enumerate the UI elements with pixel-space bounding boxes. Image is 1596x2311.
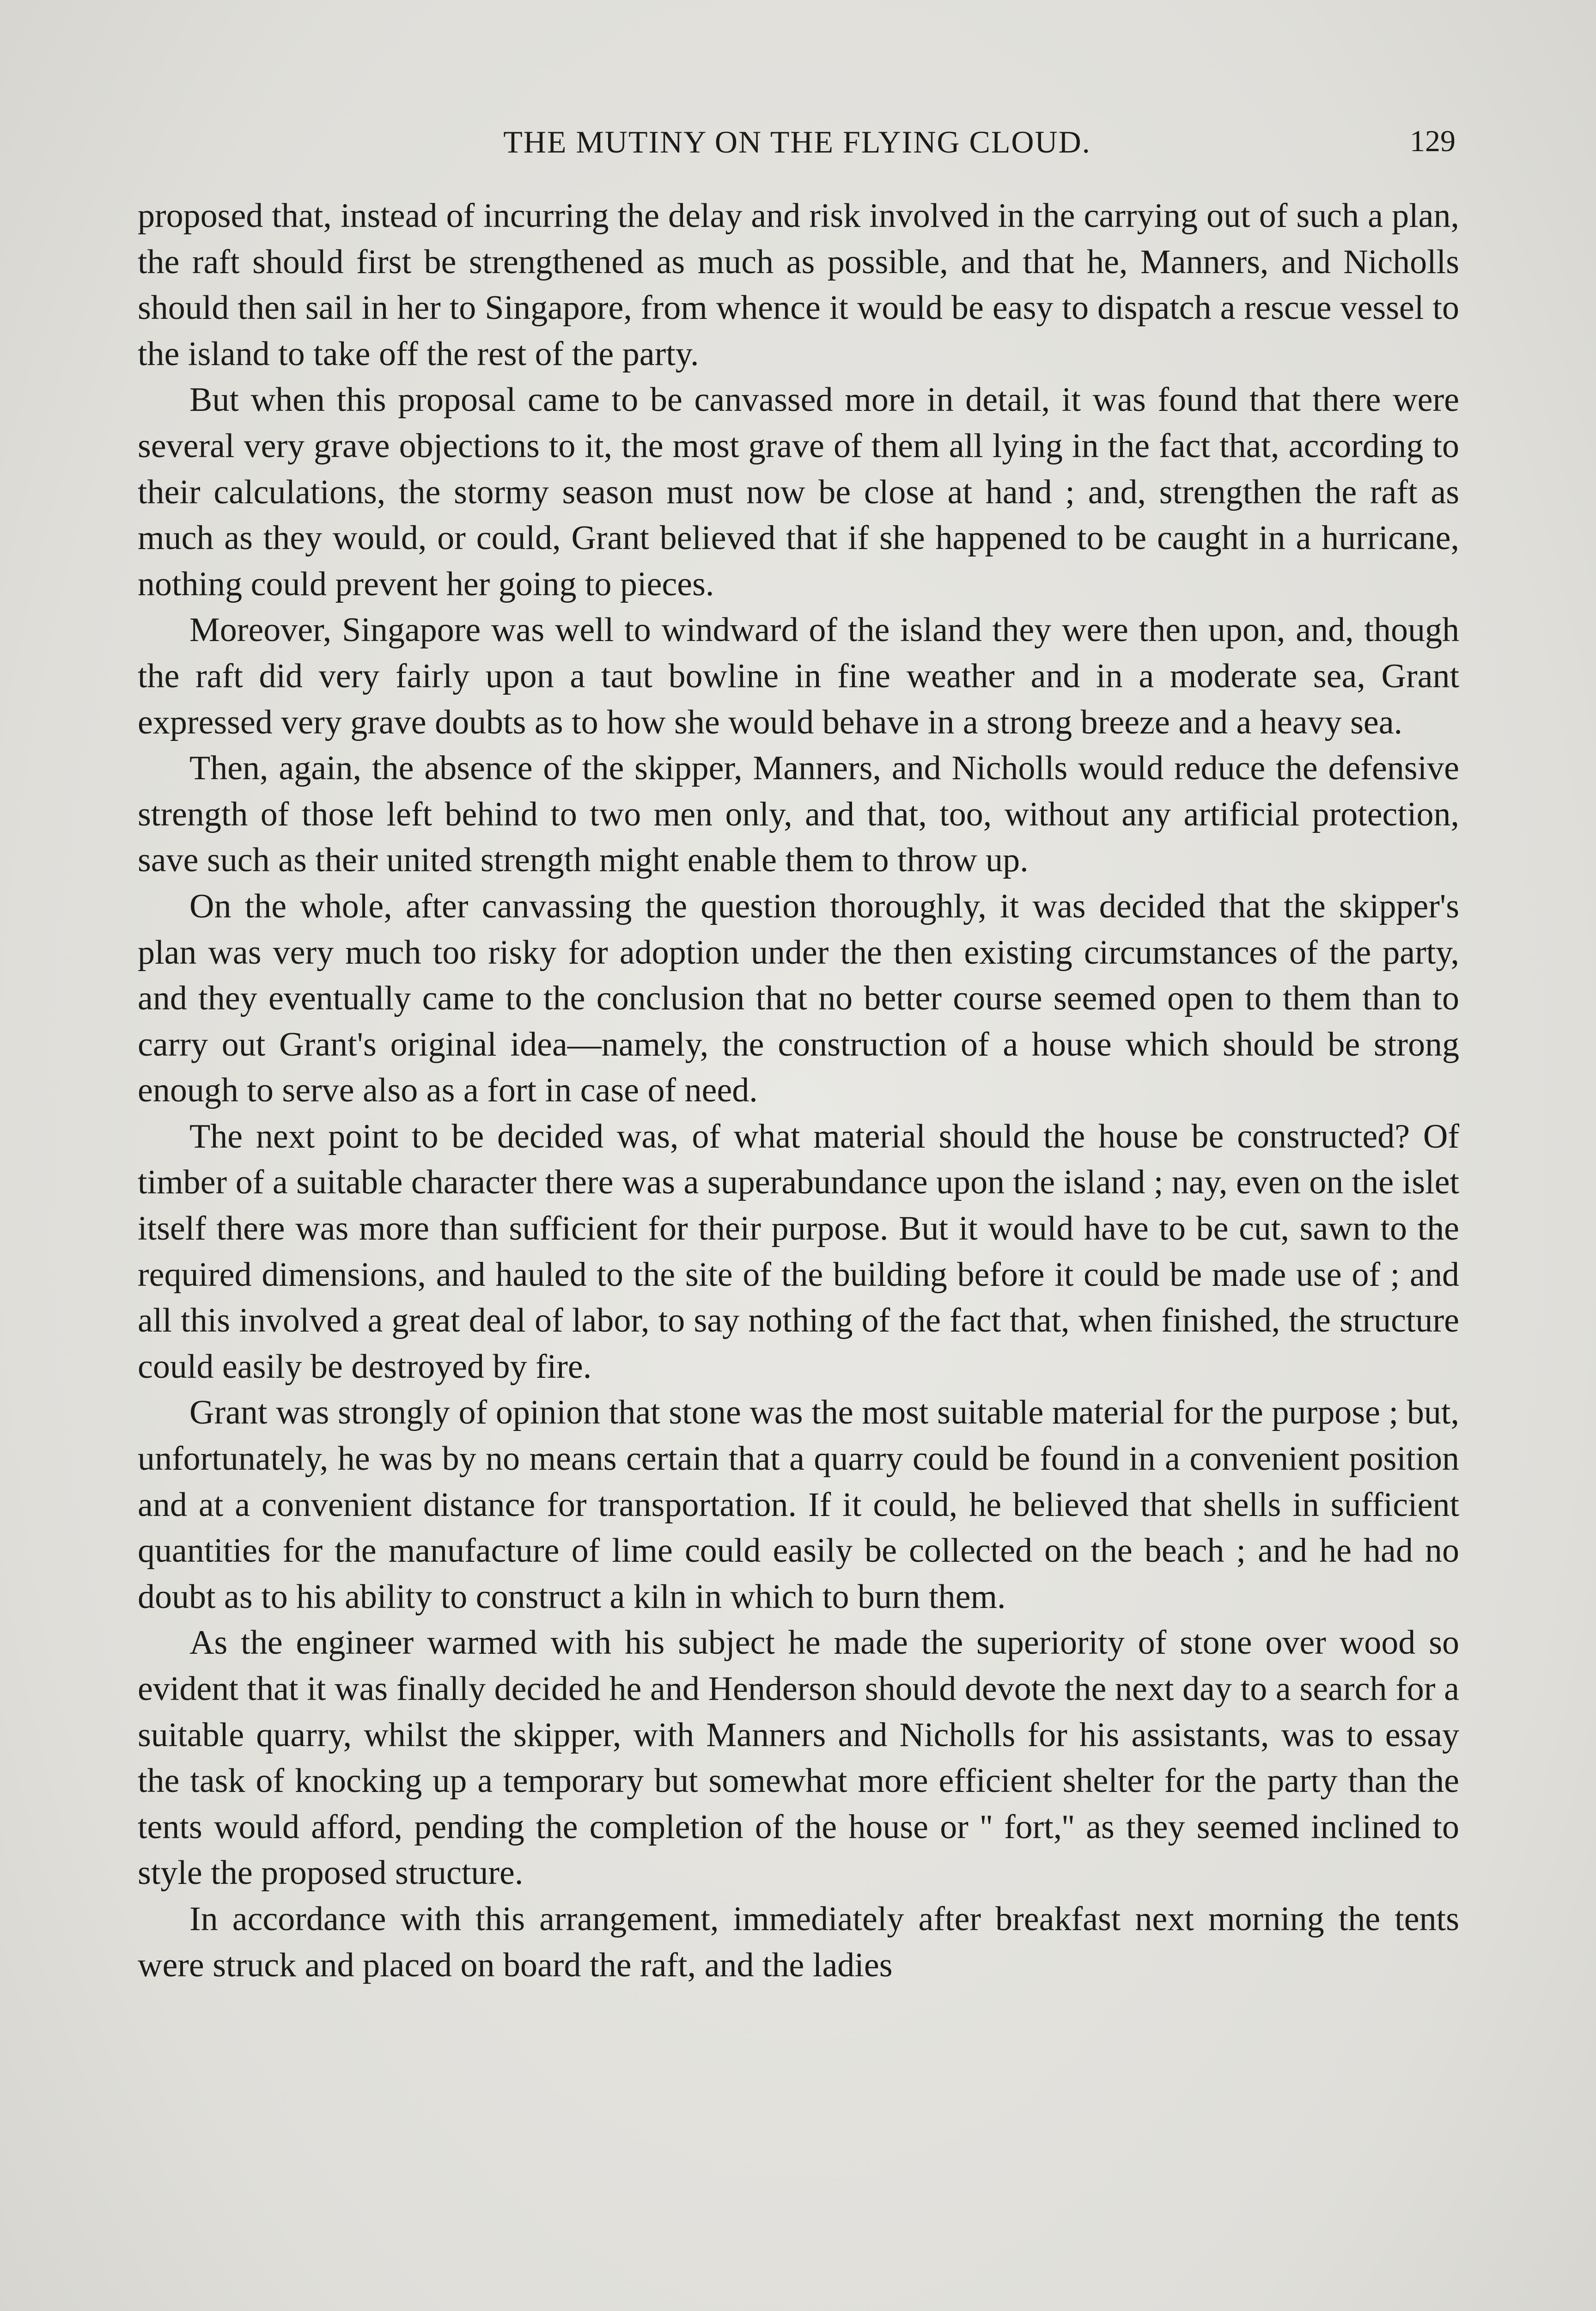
paragraph-8: As the engineer warmed with his subject he made the superiority of stone over wood so evident that it was finally decided he and Henderson should devote the next day to a search for a suitable quarry, whilst the skipper, with Manners and Nicholls for his assistants, was to essay the task of knocking up a temporary but somewhat more efficient shelter for the party than the tents would afford, pending the completion of the house or '' fort,'' as they seemed inclined to style the proposed structure. <box>138 1624 1459 1892</box>
paragraph-1: proposed that, instead of incurring the delay and risk involved in the carrying out of such a plan, the raft should first be strengthened as much as possible, and that he, Manners, and Nicholls should then sail in her to Singapore, from whence it would be easy to dispatch a rescue vessel to the island to take off the rest of the party. <box>138 197 1459 373</box>
paragraph-4: Then, again, the absence of the skipper, Manners, and Nicholls would reduce the defensive strength of those left behind to two men only, and that, too, without any artificial protection, save such as their united strength might enable them to throw up. <box>138 749 1459 880</box>
paragraph-5: On the whole, after canvassing the question thoroughly, it was decided that the skipper's plan was very much too risky for adoption under the then existing circumstances of the party, and they eventually came to the conclusion that no better course seemed open to them than to carry out Grant's original idea—namely, the construction of a house which should be strong enough to serve also as a fort in case of need. <box>138 887 1459 1110</box>
page-number: 129 <box>1410 124 1456 158</box>
paragraph-2: But when this proposal came to be canvassed more in detail, it was found that there were several very grave objections to it, the most grave of them all lying in the fact that, according to their calculations, the stormy season must now be close at hand ; and, strengthen the raft as much as they would, or could, Grant believed that if she happened to be caught in a hurricane, nothing could prevent her going to pieces. <box>138 381 1459 603</box>
running-head <box>139 124 1456 165</box>
paragraph-3: Moreover, Singapore was well to windward of the island they were then upon, and, though the raft did very fairly upon a taut bowline in fine weather and in a moderate sea, Grant expressed very grave doubts as to how she would behave in a strong breeze and a heavy sea. <box>138 611 1459 741</box>
paragraph-7: Grant was strongly of opinion that stone was the most suitable material for the purpose ; but, unfortunately, he was by no means certain that a quarry could be found in a convenient position and at a convenient distance for transportation. If it could, he believed that shells in sufficient quantities for the manufacture of lime could easily be collected on the beach ; and he had no doubt as to his ability to construct a kiln in which to burn them. <box>138 1394 1459 1616</box>
body-text <box>138 193 1459 1988</box>
paragraph-9: In accordance with this arrangement, immediately after breakfast next morning the tents were struck and placed on board the raft, and the ladies <box>138 1900 1459 1984</box>
running-title: THE MUTINY ON THE FLYING CLOUD. <box>503 124 1091 159</box>
paragraph-6: The next point to be decided was, of what material should the house be constructed? Of timber of a suitable character there was a superabundance upon the island ; nay, even on the islet itself there was more than sufficient for their purpose. But it would have to be cut, sawn to the required dimensions, and hauled to the site of the building before it could be made use of ; and all this involved a great deal of labor, to say nothing of the fact that, when finished, the structure could easily be destroyed by fire. <box>138 1117 1459 1386</box>
